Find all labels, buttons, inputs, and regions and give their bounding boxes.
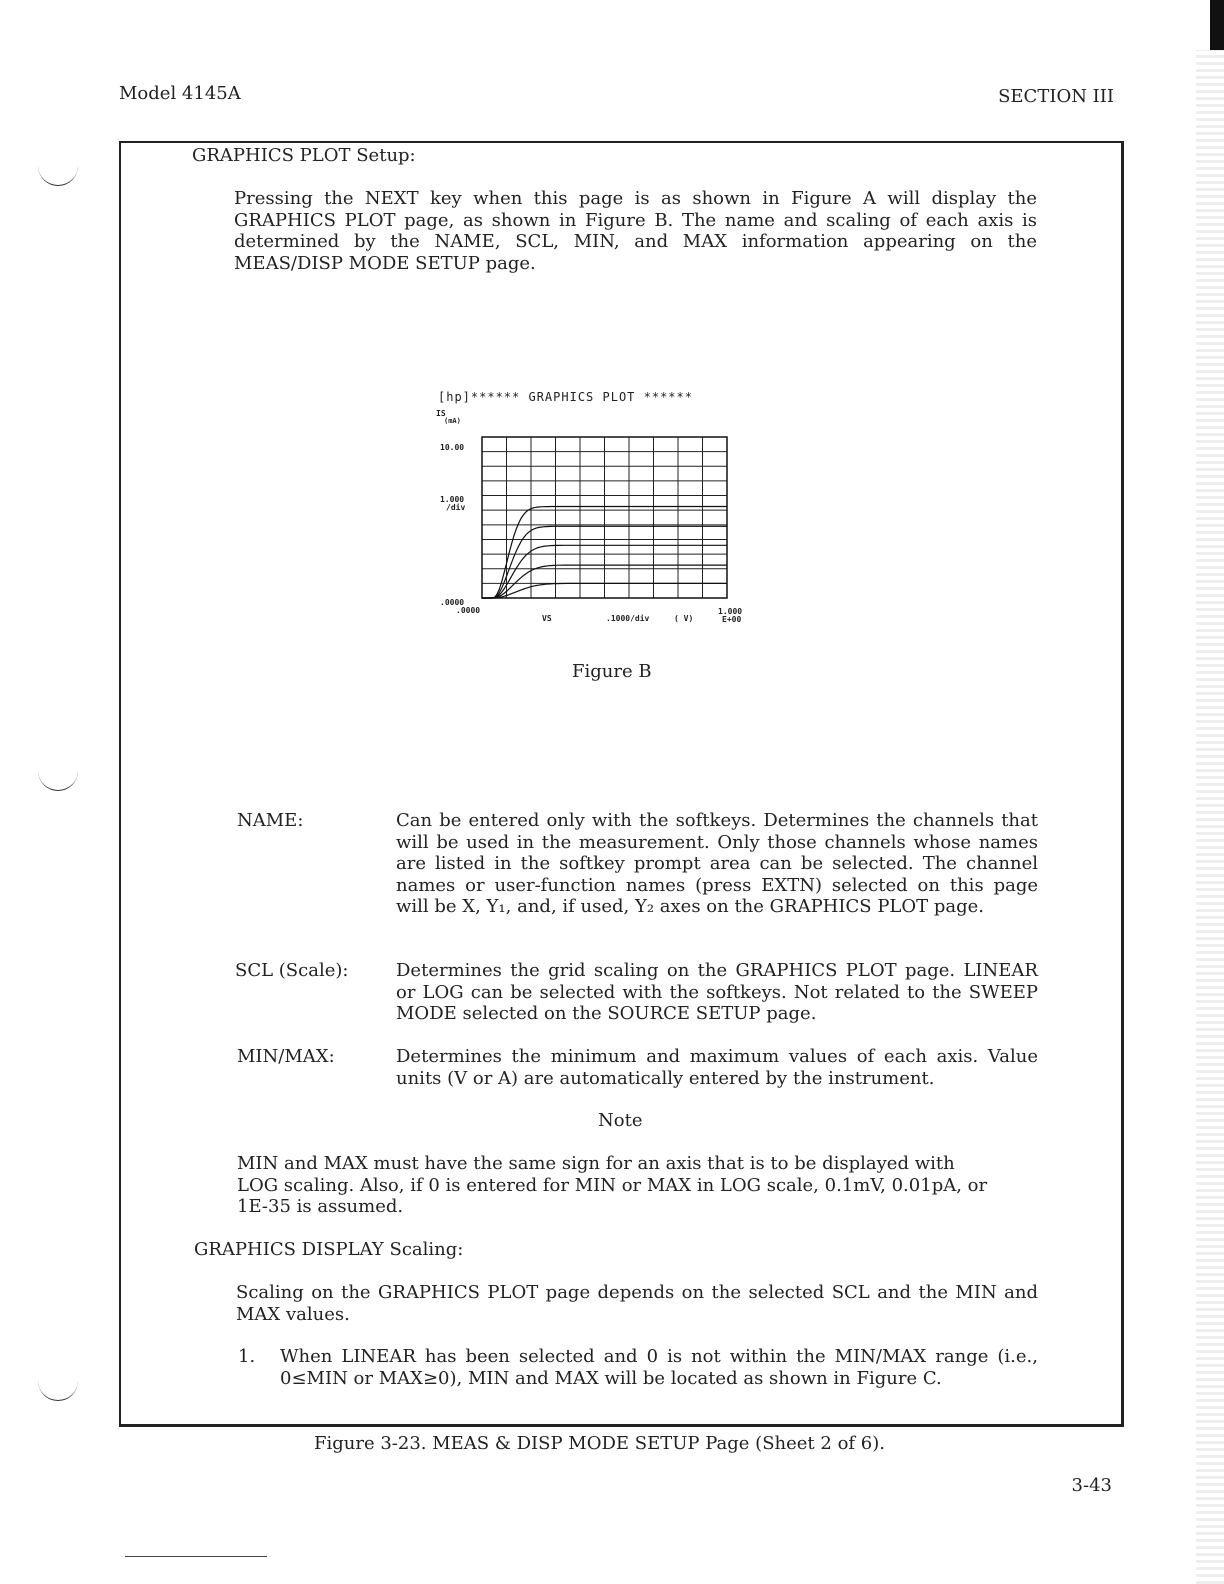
punch-hole-mark: [38, 165, 78, 186]
y-tick-min: .0000: [440, 598, 465, 607]
page-number: 3-43: [1071, 1475, 1112, 1496]
scan-edge: [1210, 0, 1224, 50]
def-term-scl: SCL (Scale):: [235, 960, 349, 981]
def-text-scl: Determines the grid scaling on the GRAPHICS PLOT page. LINEAR or LOG can be selected with the softkeys. Not related to the SWEEP MODE selected on the SOURCE SETUP page.: [396, 960, 1038, 1024]
def-text-name: Can be entered only with the softkeys. Determines the channels that will be used in the measurement. Only those channels whose names are listed in the softkey prompt area can be selected. The channel names or user-function names (press EXTN) selected on this page will be X, Y₁, and, if used, Y₂ axes on the GRAPHICS PLOT page.: [396, 810, 1038, 917]
footer-rule: [125, 1556, 267, 1557]
figure-main-caption: Figure 3-23. MEAS & DISP MODE SETUP Page (Sheet 2 of 6).: [314, 1433, 885, 1454]
list-item: When LINEAR has been selected and 0 is not within the MIN/MAX range (i.e., 0≤MIN or MAX≥0), MIN and MAX will be located as shown in Figure C.: [280, 1346, 1038, 1389]
header-section: SECTION III: [998, 86, 1114, 107]
section-heading: GRAPHICS DISPLAY Scaling:: [194, 1239, 464, 1260]
content-frame: [119, 141, 1124, 1427]
punch-hole-mark: [38, 1380, 78, 1401]
def-term-name: NAME:: [237, 810, 304, 831]
y-axis-label: IS: [436, 409, 446, 418]
x-axis-label: VS: [542, 614, 552, 623]
y-tick-top: 10.00: [440, 443, 465, 452]
header-model: Model 4145A: [119, 83, 241, 104]
punch-hole-mark: [38, 770, 78, 791]
def-text-minmax: Determines the minimum and maximum values of each axis. Value units (V or A) are automatically entered by the instrument.: [396, 1046, 1038, 1089]
list-number: 1.: [238, 1346, 256, 1367]
section-heading: GRAPHICS PLOT Setup:: [192, 145, 416, 166]
y-scale-label: 1.000: [440, 495, 465, 504]
scan-margin: [1196, 50, 1224, 1584]
note-title: Note: [598, 1110, 643, 1131]
graphics-plot-figure: [420, 385, 760, 630]
x-tick-max: 1.000: [718, 607, 743, 616]
x-tick-min: .0000: [456, 606, 481, 615]
note-text: MIN and MAX must have the same sign for an axis that is to be displayed with LOG scaling. Also, if 0 is entered for MIN or MAX in LOG scale, 0.1mV, 0.01pA, or 1E-35 is assumed.: [237, 1153, 988, 1217]
section-body: Scaling on the GRAPHICS PLOT page depends on the selected SCL and the MIN and MAX values.: [236, 1282, 1038, 1325]
x-axis-unit: ( V): [674, 614, 694, 623]
chart-title: [hp]****** GRAPHICS PLOT ******: [438, 390, 693, 404]
y-axis-unit: (mA): [444, 417, 461, 425]
figure-caption: Figure B: [572, 661, 652, 682]
def-term-minmax: MIN/MAX:: [237, 1046, 335, 1067]
plot-area: [420, 385, 760, 630]
x-scale-label: .1000/div: [606, 614, 650, 623]
y-scale-unit: /div: [446, 503, 466, 512]
section-body: Pressing the NEXT key when this page is as shown in Figure A will display the GRAPHICS PLOT page, as shown in Figure B. The name and scaling of each axis is determined by the NAME, SCL, MIN, and MAX information appearing on the MEAS/DISP MODE SETUP page.: [234, 188, 1037, 274]
x-tick-max-exp: E+00: [722, 615, 742, 624]
